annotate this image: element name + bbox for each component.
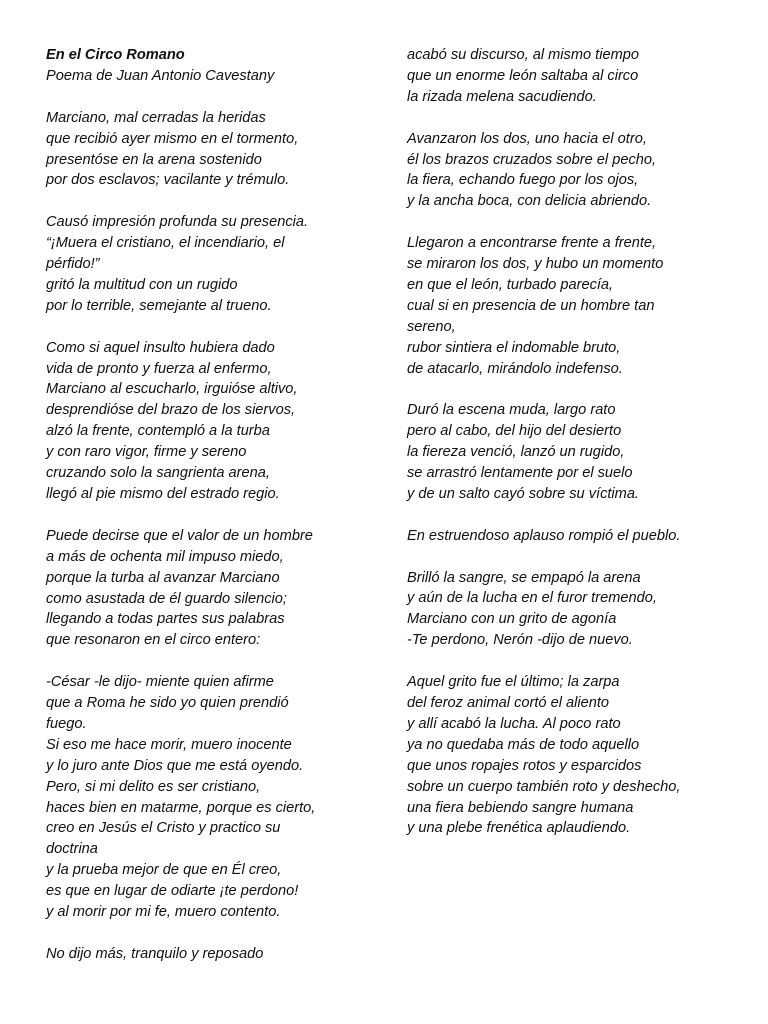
poem-line: “¡Muera el cristiano, el incendiario, el xyxy=(46,235,285,252)
poem-line: Llegaron a encontrarse frente a frente, xyxy=(407,235,657,252)
poem-line: fuego. xyxy=(46,715,87,732)
poem-line: y lo juro ante Dios que me está oyendo. xyxy=(46,757,304,774)
poem-line: que a Roma he sido yo quien prendió xyxy=(46,695,289,712)
poem-line: como asustada de él guardo silencio; xyxy=(46,590,287,607)
poem-line: haces bien en matarme, porque es cierto, xyxy=(46,799,316,816)
poem-line: en que el león, turbado parecía, xyxy=(407,276,614,293)
poem-line: una fiera bebiendo sangre humana xyxy=(407,799,634,816)
stanza xyxy=(46,944,366,965)
poem-line: se miraron los dos, y hubo un momento xyxy=(407,256,664,273)
poem-line: y con raro vigor, firme y sereno xyxy=(46,444,247,461)
poem-line: que un enorme león saltaba al circo xyxy=(407,67,639,84)
poem-line: Avanzaron los dos, uno hacia el otro, xyxy=(407,130,647,147)
right-stanzas xyxy=(407,45,727,839)
stanza xyxy=(46,526,366,651)
poem-line: cruzando solo la sangrienta arena, xyxy=(46,465,270,482)
stanza xyxy=(46,108,366,192)
poem-line: cual si en presencia de un hombre tan xyxy=(407,297,655,314)
poem-line: él los brazos cruzados sobre el pecho, xyxy=(407,151,657,168)
poem-line: Pero, si mi delito es ser cristiano, xyxy=(46,778,261,795)
stanza xyxy=(407,672,727,839)
poem-line: -César -le dijo- miente quien afirme xyxy=(46,674,274,691)
stanza xyxy=(46,338,366,505)
stanza xyxy=(46,212,366,317)
poem-line: Causó impresión profunda su presencia. xyxy=(46,214,309,231)
poem-line: ya no quedaba más de todo aquello xyxy=(407,736,640,753)
poem-line: se arrastró lentamente por el suelo xyxy=(407,465,633,482)
poem-line: En estruendoso aplauso rompió el pueblo. xyxy=(407,527,681,544)
poem-line: Marciano con un grito de agonía xyxy=(407,611,617,628)
poem-line: Marciano al escucharlo, irguióse altivo, xyxy=(46,381,298,398)
poem-line: desprendióse del brazo de los siervos, xyxy=(46,402,296,419)
poem-subtitle: Poema de Juan Antonio Cavestany xyxy=(46,67,275,84)
poem-line: vida de pronto y fuerza al enfermo, xyxy=(46,360,272,377)
poem-line: la fiera, echando fuego por los ojos, xyxy=(407,172,639,189)
poem-line: la fiereza venció, lanzó un rugido, xyxy=(407,444,625,461)
poem-line: pérfido!” xyxy=(46,256,100,273)
poem-line: que unos ropajes rotos y esparcidos xyxy=(407,757,642,774)
poem-line: que resonaron en el circo entero: xyxy=(46,632,261,649)
stanza xyxy=(407,129,727,213)
poem-title: En el Circo Romano xyxy=(46,47,185,63)
poem-line: llegando a todas partes sus palabras xyxy=(46,611,285,628)
left-stanzas xyxy=(46,108,366,965)
stanza xyxy=(407,400,727,505)
stanza xyxy=(407,568,727,652)
poem-line: de atacarlo, mirándolo indefenso. xyxy=(407,360,623,377)
poem-line: y de un salto cayó sobre su víctima. xyxy=(407,485,639,502)
poem-line: y la ancha boca, con delicia abriendo. xyxy=(407,193,652,210)
poem-line: es que en lugar de odiarte ¡te perdono! xyxy=(46,883,299,900)
poem-header xyxy=(46,45,366,87)
stanza xyxy=(46,672,366,923)
poem-line: llegó al pie mismo del estrado regio. xyxy=(46,485,280,502)
stanza xyxy=(407,526,727,547)
poem-line: creo en Jesús el Cristo y practico su xyxy=(46,820,281,837)
poem-line: -Te perdono, Nerón -dijo de nuevo. xyxy=(407,632,633,649)
poem-line: sereno, xyxy=(407,318,456,335)
poem-line: por dos esclavos; vacilante y trémulo. xyxy=(46,172,290,189)
poem-line: No dijo más, tranquilo y reposado xyxy=(46,945,264,962)
poem-line: doctrina xyxy=(46,841,98,858)
stanza xyxy=(407,233,727,379)
poem-line: Puede decirse que el valor de un hombre xyxy=(46,527,313,544)
left-column xyxy=(46,45,366,965)
poem-line: Duró la escena muda, largo rato xyxy=(407,402,616,419)
right-column xyxy=(407,45,727,839)
poem-line: Brilló la sangre, se empapó la arena xyxy=(407,569,641,586)
poem-line: gritó la multitud con un rugido xyxy=(46,276,238,293)
poem-line: a más de ochenta mil impuso miedo, xyxy=(46,548,284,565)
poem-line: por lo terrible, semejante al trueno. xyxy=(46,297,272,314)
poem-line: pero al cabo, del hijo del desierto xyxy=(407,423,622,440)
poem-line: porque la turba al avanzar Marciano xyxy=(46,569,280,586)
poem-line: y la prueba mejor de que en Él creo, xyxy=(46,862,282,879)
poem-line: Como si aquel insulto hubiera dado xyxy=(46,339,275,356)
poem-line: que recibió ayer mismo en el tormento, xyxy=(46,130,299,147)
poem-line: Si eso me hace morir, muero inocente xyxy=(46,736,292,753)
poem-line: y al morir por mi fe, muero contento. xyxy=(46,904,281,921)
poem-line: y aún de la lucha en el furor tremendo, xyxy=(407,590,657,607)
poem-line: rubor sintiera el indomable bruto, xyxy=(407,339,621,356)
poem-line: y allí acabó la lucha. Al poco rato xyxy=(407,715,621,732)
poem-line: y una plebe frenética aplaudiendo. xyxy=(407,820,631,837)
stanza xyxy=(407,45,727,108)
poem-line: sobre un cuerpo también roto y deshecho, xyxy=(407,778,681,795)
poem-line: acabó su discurso, al mismo tiempo xyxy=(407,47,639,63)
poem-line: del feroz animal cortó el aliento xyxy=(407,695,609,711)
poem-line: alzó la frente, contempló a la turba xyxy=(46,423,270,440)
poem-line: Aquel grito fue el último; la zarpa xyxy=(407,674,620,691)
poem-line: Marciano, mal cerradas la heridas xyxy=(46,109,266,126)
poem-line: presentóse en la arena sostenido xyxy=(46,151,262,168)
poem-line: la rizada melena sacudiendo. xyxy=(407,88,597,105)
